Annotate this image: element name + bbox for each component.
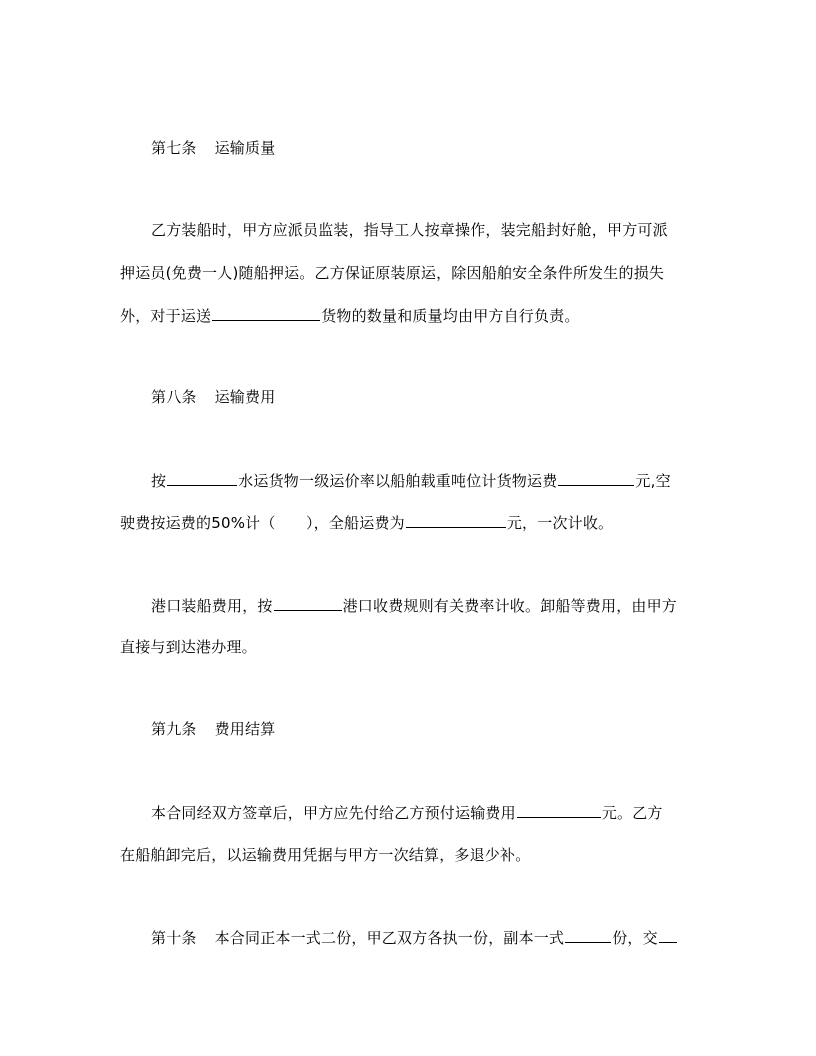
fill-blank-prepayment[interactable] <box>517 802 601 818</box>
article-8-para1-line-1 <box>151 470 699 491</box>
text: 直接与到达港办理。 <box>120 638 257 656</box>
text: 外，对于运送 <box>120 307 212 325</box>
text: 元,空 <box>635 472 671 490</box>
article-9-para-line-2 <box>120 845 700 865</box>
article-10-line-1 <box>151 927 699 948</box>
fill-blank-freight-rate[interactable] <box>558 470 634 486</box>
fill-blank-port[interactable] <box>274 595 342 611</box>
text: 元。乙方 <box>601 804 663 822</box>
text: 本合同正本一式二份，甲乙双方各执一份，副本一式 <box>214 929 565 947</box>
article-9-title: 费用结算 <box>214 720 276 738</box>
fill-blank-cargo[interactable] <box>212 305 320 321</box>
text: 货物的数量和质量均由甲方自行负责。 <box>321 307 580 325</box>
article-7-para-line-3 <box>120 305 700 326</box>
fill-blank-recipient[interactable] <box>659 927 677 943</box>
text: 押运员(免费一人)随船押运。乙方保证原装原运，除因船舶安全条件所发生的损失 <box>120 264 665 282</box>
text: 本合同经双方签章后，甲方应先付给乙方预付运输费用 <box>151 804 516 822</box>
article-8-number: 第八条 <box>151 388 197 406</box>
text: 乙方装船时，甲方应派员监装，指导工人按章操作，装完船封好舱，甲方可派 <box>151 221 668 239</box>
fill-blank-copies[interactable] <box>565 927 611 943</box>
article-7-para-line-1 <box>151 220 699 240</box>
article-7-heading <box>151 138 699 158</box>
article-8-title: 运输费用 <box>214 388 276 406</box>
text: 驶费按运费的50%计（ ），全船运费为 <box>120 514 405 532</box>
article-8-para1-line-2 <box>120 512 700 533</box>
text: 按 <box>151 472 167 490</box>
article-9-heading <box>151 719 699 739</box>
text: 水运货物一级运价率以船舶载重吨位计货物运费 <box>238 472 558 490</box>
text: 份，交 <box>612 929 658 947</box>
article-7-title: 运输质量 <box>214 139 276 157</box>
article-8-para2-line-2 <box>120 637 700 657</box>
text: 元，一次计收。 <box>506 514 614 532</box>
article-8-para2-line-1 <box>151 595 699 616</box>
article-7-para-line-2 <box>120 263 700 283</box>
text: 港口收费规则有关费率计收。卸船等费用，由甲方 <box>342 597 678 615</box>
article-7-number: 第七条 <box>151 139 197 157</box>
article-9-number: 第九条 <box>151 720 197 738</box>
article-9-para-line-1 <box>151 802 699 823</box>
article-8-heading <box>151 387 699 407</box>
text: 港口装船费用，按 <box>151 597 273 615</box>
article-10-number: 第十条 <box>151 929 197 947</box>
text: 在船舶卸完后，以运输费用凭据与甲方一次结算，多退少补。 <box>120 846 531 864</box>
fill-blank-total-freight[interactable] <box>406 512 506 528</box>
fill-blank-standard[interactable] <box>167 470 237 486</box>
